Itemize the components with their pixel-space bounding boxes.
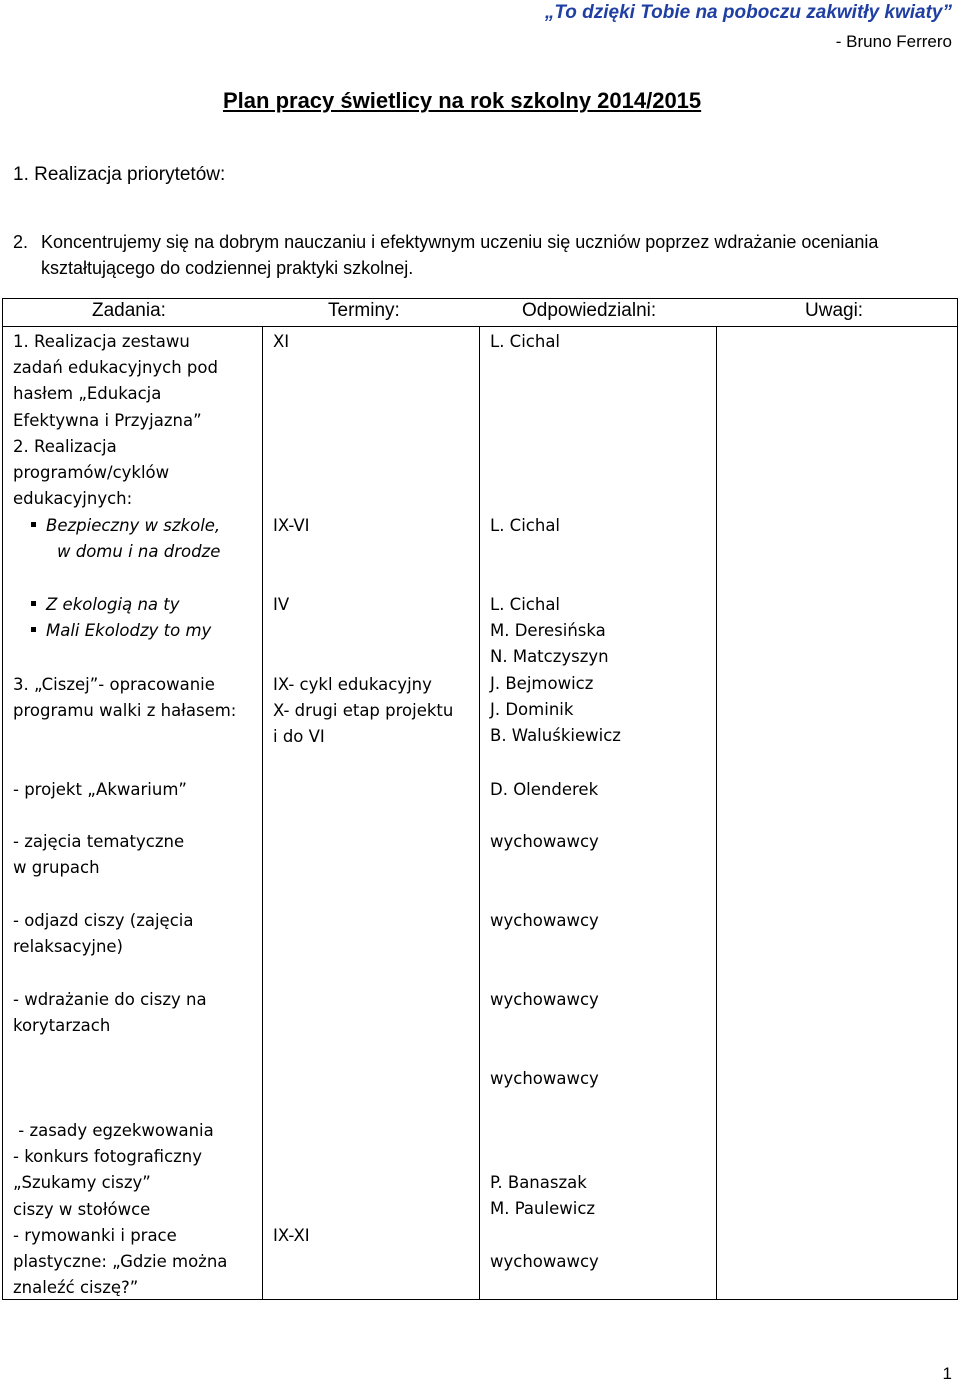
task-3-aquarium: - projekt „Akwarium” — [13, 780, 187, 799]
list-item-text: Koncentrujemy się na dobrym nauczaniu i efektywnym uczeniu się uczniów poprzez wdrażanie oceniania kształtującego do codziennej praktyki szkolnej. — [41, 232, 879, 278]
term-5: IX-XI — [273, 1226, 310, 1245]
task-3-corridors: - wdrażanie do ciszy na korytarzach — [13, 990, 207, 1036]
responsible-3: L. Cichal M. Deresińska N. Matczyszyn J. Bejmowicz J. Dominik B. Waluśkiewicz — [490, 595, 621, 746]
list-item-number: 2. — [13, 232, 29, 252]
responsible-2: L. Cichal — [490, 516, 561, 535]
task-2: 2. Realizacja programów/cyklów edukacyjnych: — [13, 437, 170, 509]
task-3-relax: - odjazd ciszy (zajęcia relaksacyjne) — [13, 911, 194, 957]
column-divider — [479, 327, 480, 1299]
table-header-divider — [2, 326, 958, 327]
bullet-icon — [31, 601, 36, 606]
task-3: 3. „Ciszej”- opracowanie programu walki z hałasem: — [13, 675, 237, 721]
bullet-icon — [31, 627, 36, 632]
task-3-rhymes: - rymowanki i prace plastyczne: „Gdzie można znaleźć ciszę?” — [13, 1226, 228, 1298]
responsible-9: P. Banaszak M. Paulewicz — [490, 1173, 596, 1219]
column-header-zadania: Zadania: — [92, 300, 166, 321]
task-3-photo-contest: - konkurs fotograficzny „Szukamy ciszy” — [13, 1147, 203, 1193]
term-2: IX-VI — [273, 516, 310, 535]
task-2-bullet-ecology: Z ekologią na ty Mali Ekolodzy to my — [31, 592, 211, 644]
column-header-uwagi: Uwagi: — [805, 300, 864, 321]
epigraph-quote: „To dzięki Tobie na poboczu zakwitły kwiaty” — [544, 2, 952, 23]
responsible-5: wychowawcy — [490, 832, 599, 851]
document-title: Plan pracy świetlicy na rok szkolny 2014/2015 — [223, 88, 702, 113]
term-3: IV — [273, 595, 290, 614]
responsible-4: D. Olenderek — [490, 780, 599, 799]
task-1: 1. Realizacja zestawu zadań edukacyjnych pod hasłem „Edukacja Efektywna i Przyjazna” — [13, 332, 218, 430]
column-divider — [262, 327, 263, 1299]
column-divider — [716, 327, 717, 1299]
list-item-priorities: 1. Realizacja priorytetów: — [13, 164, 226, 185]
column-header-odpowiedzialni: Odpowiedzialni: — [522, 300, 657, 321]
task-2-bullet-safety: Bezpieczny w szkole, w domu i na drodze — [31, 513, 220, 565]
term-1: XI — [273, 332, 290, 351]
task-3-thematic: - zajęcia tematyczne w grupach — [13, 832, 185, 878]
responsible-6: wychowawcy — [490, 911, 599, 930]
page-number: 1 — [942, 1364, 952, 1383]
epigraph-author: - Bruno Ferrero — [835, 32, 952, 51]
responsible-7: wychowawcy — [490, 990, 599, 1009]
bullet-icon — [31, 522, 36, 527]
responsible-1: L. Cichal — [490, 332, 561, 351]
responsible-8: wychowawcy — [490, 1069, 599, 1088]
term-4: IX- cykl edukacyjny X- drugi etap projektu i do VI — [273, 675, 454, 747]
list-item-concentration — [13, 229, 903, 281]
task-3-canteen: - zasady egzekwowania ciszy w stołówce — [13, 1121, 214, 1220]
responsible-10: wychowawcy — [490, 1252, 599, 1271]
column-header-terminy: Terminy: — [328, 300, 400, 321]
